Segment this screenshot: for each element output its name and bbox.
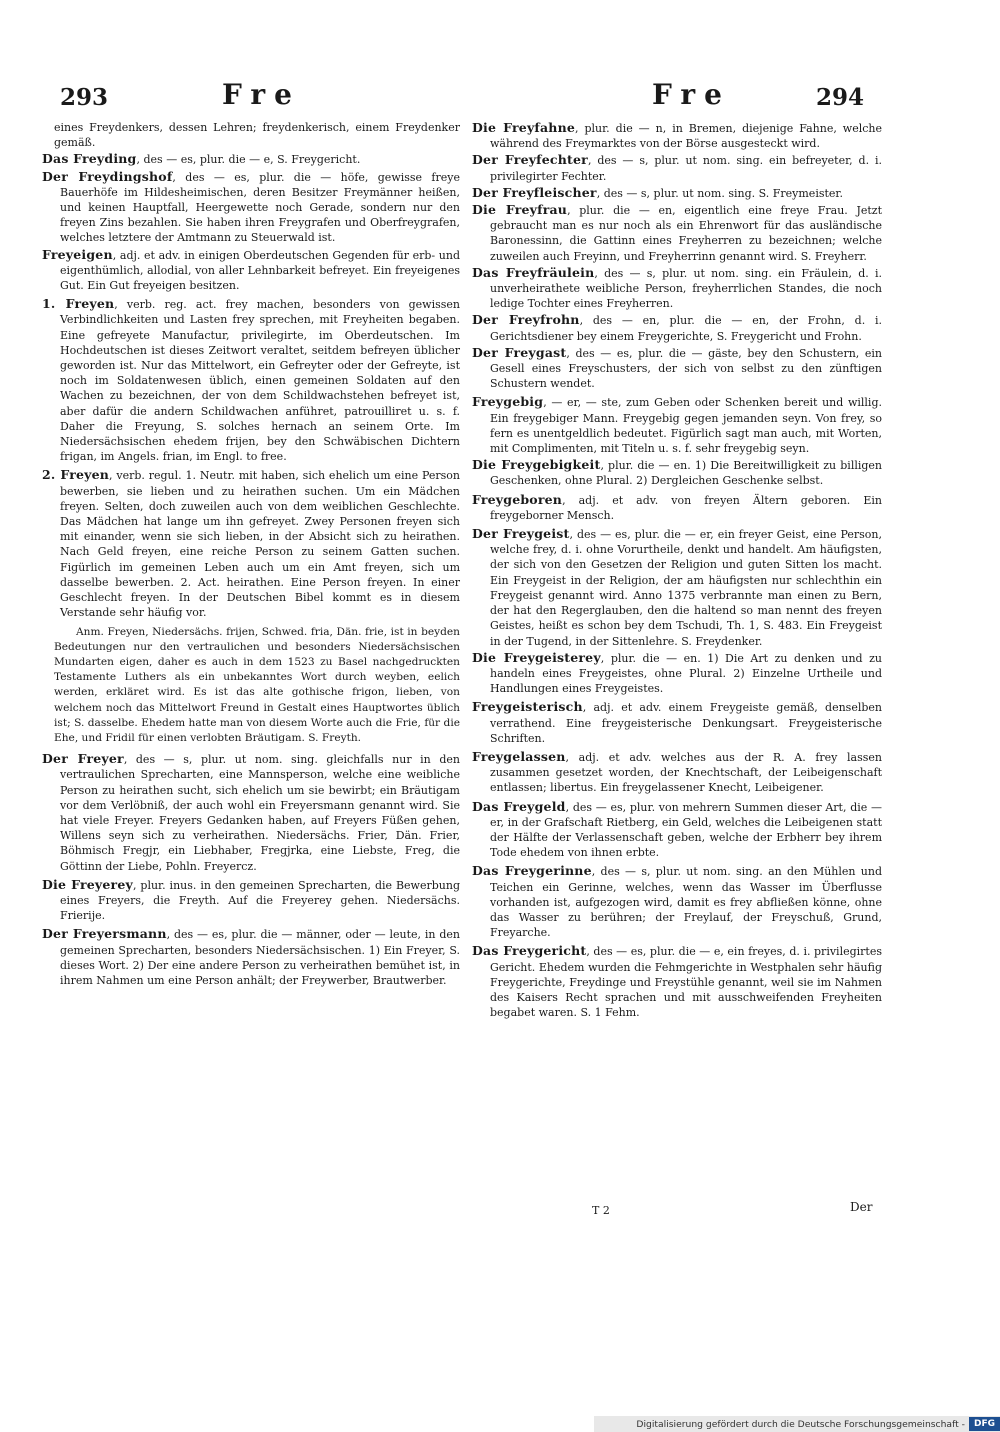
dictionary-entry: Der Freyersmann, des — es, plur. die — männer, oder — leute, in den gemeinen Sprecharten, besonders Niedersächsischen. 1) Ein Freyer, S. dieses Wort. 2) Der eine andere Person zu verheirathen bemühet ist, in ihrem Nahmen um eine Person anhält; der Freywerber, Brautwerber.	[42, 926, 460, 987]
dictionary-entry: Das Freyding, des — es, plur. die — e, S. Freygericht.	[42, 151, 361, 167]
dictionary-entry: Freygeisterisch, adj. et adv. einem Freygeiste gemäß, denselben verrathend. Eine freygeisterische Denkungsart. Freygeisterische Schriften.	[472, 699, 882, 745]
dictionary-entry: Das Freygeld, des — es, plur. von mehrern Summen dieser Art, die — er, in der Grafschaft Rietberg, ein Geld, welches die Leibeigenen statt der Hälfte der Verlassenschaft geben, welche der Erbherr bey ihrem Tode ehedem von ihnen erbte.	[472, 798, 882, 860]
left-column	[42, 120, 460, 989]
page-header	[0, 78, 1000, 118]
dictionary-entry: 2. Freyen, verb. regul. 1. Neutr. mit haben, sich ehelich um eine Person bewerben, sie lieben und zu heirathen suchen. Um ein Mädchen freyen. Selten, doch zuweilen auch von dem weiblichen Geschlechte. Das Mädchen hat lange um ihn gefreyet. Zwey Personen freyen sich mit einander, wenn sie sich lieben, in der Absicht sich zu heirathen. Nach Geld freyen, eine reiche Person zu seinem Gatten suchen. Figürlich im gemeinen Leben auch um ein Amt freyen, sich um dasselbe bewerben. 2. Act. heirathen. Eine Person freyen. In einer Geschlecht freyen. In der Deutschen Bibel kommt es in diesem Verstande sehr häufig vor.	[42, 467, 460, 620]
dictionary-entry: Das Freygericht, des — es, plur. die — e, ein freyes, d. i. privilegirtes Gericht. Ehedem wurden die Fehmgerichte in Westphalen sehr häufig Freygerichte, Freydinge und Freystühle genannt, weil sie im Nahmen des Kaisers Recht sprachen und mit ausschweifenden Freyheiten begabet waren. S. 1 Fehm.	[472, 943, 882, 1020]
page-number-right: 294	[816, 84, 865, 111]
dictionary-entry: Die Freyfahne, plur. die — n, in Bremen, diejenige Fahne, welche während des Freymarktes von der Börse ausgesteckt wird.	[472, 120, 882, 151]
dictionary-entry: Die Freygeisterey, plur. die — en. 1) Die Art zu denken und zu handeln eines Freygeistes, ohne Plural. 2) Einzelne Urtheile und Handlungen eines Freygeistes.	[472, 649, 883, 696]
dfg-logo: DFG	[969, 1417, 1000, 1431]
dictionary-entry: Freyeigen, adj. et adv. in einigen Oberdeutschen Gegenden für erb- und eigenthümlich, allodial, von aller Lehnbarkeit befreyet. Ein freyeigenes Gut. Ein Gut freyeigen besitzen.	[42, 246, 460, 293]
dictionary-entry: Die Freygebigkeit, plur. die — en. 1) Die Bereitwilligkeit zu billigen Geschenken, ohne Plural. 2) Dergleichen Geschenke selbst.	[472, 457, 883, 488]
right-column	[472, 120, 882, 1021]
dictionary-entry: Der Freygeist, des — es, plur. die — er, ein freyer Geist, eine Person, welche frey, d. i. ohne Vorurtheile, denkt und handelt. Am häufigsten, der sich von den Gesetzen der Religion und guten Sitten los macht. Ein Freygeist in der Religion, der am häufigsten nur schlechthin ein Freygeist genannt wird. Anno 1375 verbrannte man einen zu Bern, der hat den Regerglauben, den die haltend so man nennt des freyen Geistes, heißt es schon bey dem Tschudi, Th. 1, S. 483. Ein Freygeist in der Tugend, in der Sittenlehre. S. Freydenker.	[472, 526, 882, 648]
dictionary-entry: 1. Freyen, verb. reg. act. frey machen, besonders von gewissen Verbindlichkeiten und Lasten frey sprechen, mit Freyheiten begaben. Eine gefreyete Manufactur, privilegirte, im Oberdeutschen. Im Hochdeutschen ist dieses Zeitwort veraltet, seitdem befreyen üblicher geworden ist. Nur das Mittelwort, ein Gefreyter oder der Gefreyte, ist noch im Soldatenwesen üblich, einen gemeinen Soldaten auf den Wachen zu bezeichnen, der von dem Schildwachstehen befreyet ist, aber dafür die andern Schildwachen anführet, patrouilliret u. s. f. Daher die Freyung, S. solches hernach an seinem Orte. Im Niedersächsischen ehedem frijen, bey den Schwäbischen Dichtern frigan, im Angels. frian, im Engl. to free.	[42, 296, 460, 464]
dictionary-entry: Freygeboren, adj. et adv. von freyen Ältern geboren. Ein freygeborner Mensch.	[472, 491, 882, 522]
dictionary-entry: Das Freyfräulein, des — s, plur. ut nom. sing. ein Fräulein, d. i. unverheirathete weibliche Person, freyherrlichen Standes, die noch ledige Tochter eines Freyherren.	[472, 264, 882, 311]
catchword: Der	[850, 1200, 873, 1214]
signature-mark: T 2	[592, 1204, 610, 1217]
dictionary-entry: Freygelassen, adj. et adv. welches aus der R. A. frey lassen zusammen gesetzet worden, der Knechtschaft, der Leibeigenschaft entlassen; libertus. Ein freygelassener Knecht, Leibeigener.	[472, 748, 882, 795]
page-number-left: 293	[60, 84, 109, 111]
dictionary-entry: Der Freyfrohn, des — en, plur. die — en, der Frohn, d. i. Gerichtsdiener bey einem Freygerichte, S. Freygericht und Frohn.	[472, 312, 883, 343]
dictionary-entry: Die Freyerey, plur. inus. in den gemeinen Sprecharten, die Bewerbung eines Freyers, die Freyth. Auf die Freyerey gehen. Niedersächs. Frierije.	[42, 876, 460, 923]
dictionary-note: Anm. Freyen, Niedersächs. frijen, Schwed. fria, Dän. frie, ist in beyden Bedeutungen nur den vertraulichen und besonders Niedersächsischen Mundarten eigen, daher es auch in dem 1523 zu Basel nachgedruckten Testamente Luthers als ein unbekanntes Wort durch weyben, eelich werden, erkläret wird. Es ist das alte gothische frigon, lieben, von welchem noch das Mittelwort Freund in Gestalt eines Hauptwortes üblich ist; S. dasselbe. Ehedem hatte man von diesem Worte auch die Frie, für die Ehe, und Fridil für einen verlobten Bräutigam. S. Freyth.	[54, 625, 460, 744]
dictionary-entry: Das Freygerinne, des — s, plur. ut nom. sing. an den Mühlen und Teichen ein Gerinne, welches, wenn das Wasser im Überflusse vorhanden ist, aufgezogen wird, damit es frey abfließen könne, ohne das Wasser zu berühren; der Freylauf, der Freyschuß, Grund, Freyarche.	[472, 863, 882, 940]
dictionary-entry: Der Freyer, des — s, plur. ut nom. sing. gleichfalls nur in den vertraulichen Sprecharten, eine Mannsperson, welche eine weibliche Person zu heirathen sucht, sich ehelich um sie bewirbt; ein Bräutigam vor dem Verlöbniß, der auch wohl ein Freyersmann genannt wird. Sie hat viele Freyer. Freyers Gedanken haben, auf Freyers Füßen gehen, Willens seyn sich zu verheirathen. Niedersächs. Frier, Dän. Frier, Böhmisch Fregjr, ein Liebhaber, Fregjrka, eine Liebste, Freg, die Göttinn der Liebe, Pohln. Freyercz.	[42, 751, 460, 873]
running-head-left: Fre	[222, 78, 301, 111]
dictionary-entry: Der Freyfleischer, des — s, plur. ut nom. sing. S. Freymeister.	[472, 184, 843, 200]
dictionary-entry: eines Freydenkers, dessen Lehren; freydenkerisch, einem Freydenker gemäß.	[54, 121, 460, 150]
digitization-footer	[594, 1416, 1000, 1432]
dictionary-entry: Freygebig, — er, — ste, zum Geben oder Schenken bereit und willig. Ein freygebiger Mann. Freygebig gegen jemanden seyn. Von frey, so fern es unentgeldlich bedeutet. Figürlich sagt man auch, mit Worten, mit Complimenten, mit Titeln u. s. f. sehr freygebig seyn.	[472, 394, 882, 456]
footer-credit-text: Digitalisierung gefördert durch die Deutsche Forschungsgemeinschaft -	[636, 1418, 965, 1430]
dictionary-entry: Der Freydingshof, des — es, plur. die — höfe, gewisse freye Bauerhöfe im Hildesheimischen, deren Besitzer Freymänner heißen, und keinen Hauptfall, Heergewette noch Gerade, sondern nur den freyen Zins bezahlen. Sie haben ihren Freygrafen und Oberfreygrafen, welches letztere der Amtmann zu Steuerwald ist.	[42, 168, 460, 245]
running-head-right: Fre	[652, 78, 731, 111]
dictionary-entry: Der Freyfechter, des — s, plur. ut nom. sing. ein befreyeter, d. i. privilegirter Fechter.	[472, 152, 883, 183]
dictionary-entry: Der Freygast, des — es, plur. die — gäste, bey den Schustern, ein Gesell eines Freyschusters, der sich von selbst zu den zünftigen Schustern wendet.	[472, 344, 882, 391]
dictionary-entry: Die Freyfrau, plur. die — en, eigentlich eine freye Frau. Jetzt gebraucht man es nur noch als ein Ehrenwort für das ausländische Baronessinn, die Gattinn eines Freyherren zu bezeichnen; welche zuweilen auch Freyinn, und Freyherrinn genannt wird. S. Freyherr.	[472, 202, 883, 263]
